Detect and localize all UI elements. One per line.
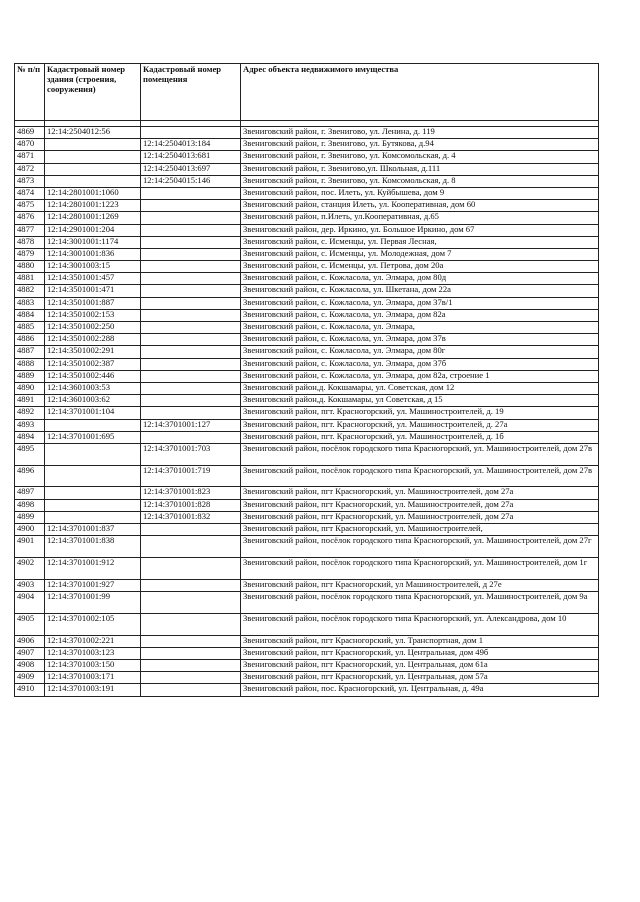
room-cadastral-number: 12:14:3701001:127 (141, 419, 241, 431)
row-number: 4898 (15, 499, 45, 511)
row-number: 4906 (15, 635, 45, 647)
object-address: Звениговский район, г. Звенигово, ул. Бутякова, д.94 (241, 139, 599, 151)
object-address: Звениговский район, с. Кожласола, ул. Элмара, дом 82а, строение 1 (241, 370, 599, 382)
row-number: 4897 (15, 487, 45, 499)
table-row (15, 524, 599, 536)
table-header-row (15, 64, 599, 121)
building-cadastral-number: 12:14:3701001:695 (45, 431, 141, 443)
row-number: 4910 (15, 684, 45, 696)
room-cadastral-number (141, 322, 241, 334)
table-row (15, 285, 599, 297)
room-cadastral-number (141, 382, 241, 394)
room-cadastral-number (141, 407, 241, 419)
building-cadastral-number: 12:14:3001001:836 (45, 248, 141, 260)
header-building-cadastral: Кадастровый номер здания (строения, сооружения) (45, 64, 141, 121)
row-number: 4887 (15, 346, 45, 358)
object-address: Звениговский район, пгт Красногорский, ул. Машиностроителей, дом 27а (241, 487, 599, 499)
building-cadastral-number: 12:14:3701003:171 (45, 672, 141, 684)
room-cadastral-number (141, 613, 241, 635)
row-number: 4901 (15, 536, 45, 558)
row-number: 4899 (15, 511, 45, 523)
row-number: 4871 (15, 151, 45, 163)
room-cadastral-number: 12:14:3701001:823 (141, 487, 241, 499)
row-number: 4879 (15, 248, 45, 260)
row-number: 4886 (15, 334, 45, 346)
building-cadastral-number: 12:14:3501002:387 (45, 358, 141, 370)
table-row (15, 647, 599, 659)
table-body (15, 127, 599, 697)
building-cadastral-number: 12:14:3501002:250 (45, 322, 141, 334)
table-row (15, 127, 599, 139)
object-address: Звениговский район, г. Звенигово, ул. Комсомольская, д. 4 (241, 151, 599, 163)
object-address: Звениговский район, п.Илеть, ул.Кооперативная, д.65 (241, 212, 599, 224)
object-address: Звениговский район, с. Кожласола, ул. Элмара, дом 37в/1 (241, 297, 599, 309)
building-cadastral-number (45, 151, 141, 163)
building-cadastral-number: 12:14:3701003:191 (45, 684, 141, 696)
object-address: Звениговский район, посёлок городского типа Красногорский, ул. Машиностроителей, дом 27в (241, 443, 599, 465)
room-cadastral-number (141, 672, 241, 684)
object-address: Звениговский район, станция Илеть, ул. Кооперативная, дом 60 (241, 200, 599, 212)
row-number: 4902 (15, 558, 45, 580)
room-cadastral-number: 12:14:3701001:828 (141, 499, 241, 511)
table-row (15, 395, 599, 407)
object-address: Звениговский район, с. Исменцы, ул. Первая Лесная, (241, 236, 599, 248)
table-row (15, 370, 599, 382)
object-address: Звениговский район, посёлок городского типа Красногорский, ул. Машиностроителей, дом 27г (241, 536, 599, 558)
table-row (15, 443, 599, 465)
building-cadastral-number (45, 499, 141, 511)
table-row (15, 151, 599, 163)
building-cadastral-number: 12:14:2504012:56 (45, 127, 141, 139)
building-cadastral-number: 12:14:3701002:105 (45, 613, 141, 635)
room-cadastral-number (141, 395, 241, 407)
building-cadastral-number: 12:14:3701003:150 (45, 659, 141, 671)
row-number: 4885 (15, 322, 45, 334)
object-address: Звениговский район, пгт. Красногорский, ул. Машиностроителей, д. 1б (241, 431, 599, 443)
room-cadastral-number: 12:14:2504013:681 (141, 151, 241, 163)
table-row (15, 659, 599, 671)
table-row (15, 297, 599, 309)
row-number: 4900 (15, 524, 45, 536)
table-row (15, 499, 599, 511)
table-row (15, 358, 599, 370)
row-number: 4881 (15, 273, 45, 285)
building-cadastral-number: 12:14:3501002:288 (45, 334, 141, 346)
table-row (15, 431, 599, 443)
building-cadastral-number: 12:14:2801001:1060 (45, 187, 141, 199)
row-number: 4872 (15, 163, 45, 175)
header-address: Адрес объекта недвижимого имущества (241, 64, 599, 121)
building-cadastral-number: 12:14:3501001:887 (45, 297, 141, 309)
building-cadastral-number: 12:14:3001001:1174 (45, 236, 141, 248)
object-address: Звениговский район,д. Кокшамары, ул. Советская, дом 12 (241, 382, 599, 394)
header-number: № п/п (15, 64, 45, 121)
object-address: Звениговский район, с. Кожласола, ул. Элмара, дом 37в (241, 334, 599, 346)
row-number: 4892 (15, 407, 45, 419)
room-cadastral-number (141, 647, 241, 659)
row-number: 4907 (15, 647, 45, 659)
room-cadastral-number (141, 558, 241, 580)
building-cadastral-number: 12:14:2901001:204 (45, 224, 141, 236)
object-address: Звениговский район, пгт. Красногорский, ул. Машиностроителей, д. 19 (241, 407, 599, 419)
object-address: Звениговский район, посёлок городского типа Красногорский, ул. Машиностроителей, дом 27в (241, 465, 599, 487)
room-cadastral-number (141, 200, 241, 212)
building-cadastral-number (45, 465, 141, 487)
row-number: 4874 (15, 187, 45, 199)
room-cadastral-number (141, 346, 241, 358)
room-cadastral-number: 12:14:3701001:832 (141, 511, 241, 523)
building-cadastral-number: 12:14:3701003:123 (45, 647, 141, 659)
table-row (15, 672, 599, 684)
table-row (15, 322, 599, 334)
table-row (15, 261, 599, 273)
object-address: Звениговский район, пгт Красногорский, ул. Центральная, дом 57а (241, 672, 599, 684)
header-room-cadastral: Кадастровый номер помещения (141, 64, 241, 121)
row-number: 4905 (15, 613, 45, 635)
building-cadastral-number: 12:14:3701002:221 (45, 635, 141, 647)
building-cadastral-number: 12:14:3601003:62 (45, 395, 141, 407)
room-cadastral-number (141, 273, 241, 285)
object-address: Звениговский район, пгт Красногорский, ул. Машиностроителей, дом 27а (241, 499, 599, 511)
object-address: Звениговский район, посёлок городского типа Красногорский, ул. Машиностроителей, дом 9а (241, 592, 599, 614)
building-cadastral-number: 12:14:3701001:838 (45, 536, 141, 558)
table-row (15, 139, 599, 151)
table-row (15, 558, 599, 580)
table-row (15, 382, 599, 394)
table-row (15, 487, 599, 499)
room-cadastral-number (141, 370, 241, 382)
table-row (15, 579, 599, 591)
table-row (15, 346, 599, 358)
building-cadastral-number: 12:14:3001003:15 (45, 261, 141, 273)
table-row (15, 248, 599, 260)
room-cadastral-number (141, 127, 241, 139)
room-cadastral-number (141, 309, 241, 321)
object-address: Звениговский район, с. Кожласола, ул. Шкетана, дом 22а (241, 285, 599, 297)
table-row (15, 212, 599, 224)
building-cadastral-number (45, 511, 141, 523)
room-cadastral-number (141, 431, 241, 443)
room-cadastral-number (141, 536, 241, 558)
building-cadastral-number: 12:14:3701001:104 (45, 407, 141, 419)
row-number: 4888 (15, 358, 45, 370)
row-number: 4870 (15, 139, 45, 151)
row-number: 4890 (15, 382, 45, 394)
object-address: Звениговский район, пгт Красногорский, ул. Транспортная, дом 1 (241, 635, 599, 647)
room-cadastral-number (141, 635, 241, 647)
row-number: 4894 (15, 431, 45, 443)
object-address: Звениговский район, с. Кожласола, ул. Элмара, (241, 322, 599, 334)
building-cadastral-number: 12:14:3701001:99 (45, 592, 141, 614)
object-address: Звениговский район, пгт. Красногорский, ул. Машиностроителей, д. 27а (241, 419, 599, 431)
building-cadastral-number (45, 419, 141, 431)
row-number: 4889 (15, 370, 45, 382)
object-address: Звениговский район, с. Исменцы, ул. Молодежная, дом 7 (241, 248, 599, 260)
room-cadastral-number (141, 297, 241, 309)
room-cadastral-number (141, 334, 241, 346)
cadastral-table (14, 63, 599, 697)
room-cadastral-number (141, 524, 241, 536)
room-cadastral-number (141, 261, 241, 273)
room-cadastral-number (141, 659, 241, 671)
table-row (15, 511, 599, 523)
object-address: Звениговский район, пос. Красногорский, ул. Центральная, д. 49а (241, 684, 599, 696)
room-cadastral-number (141, 285, 241, 297)
building-cadastral-number (45, 163, 141, 175)
object-address: Звениговский район, пгт Красногорский, ул. Центральная, дом 61а (241, 659, 599, 671)
building-cadastral-number (45, 175, 141, 187)
table-row (15, 613, 599, 635)
building-cadastral-number: 12:14:3701001:837 (45, 524, 141, 536)
room-cadastral-number: 12:14:2504013:184 (141, 139, 241, 151)
row-number: 4904 (15, 592, 45, 614)
building-cadastral-number: 12:14:3701001:927 (45, 579, 141, 591)
object-address: Звениговский район, пгт Красногорский, ул Машиностроителей, д 27е (241, 579, 599, 591)
row-number: 4884 (15, 309, 45, 321)
row-number: 4893 (15, 419, 45, 431)
row-number: 4908 (15, 659, 45, 671)
row-number: 4875 (15, 200, 45, 212)
table-row (15, 536, 599, 558)
table-row (15, 175, 599, 187)
row-number: 4883 (15, 297, 45, 309)
building-cadastral-number: 12:14:3701001:912 (45, 558, 141, 580)
table-row (15, 273, 599, 285)
room-cadastral-number (141, 579, 241, 591)
table-row (15, 592, 599, 614)
building-cadastral-number: 12:14:3501001:471 (45, 285, 141, 297)
object-address: Звениговский район, г. Звенигово,ул. Школьная, д.111 (241, 163, 599, 175)
table-row (15, 224, 599, 236)
building-cadastral-number: 12:14:3501002:291 (45, 346, 141, 358)
room-cadastral-number (141, 236, 241, 248)
room-cadastral-number: 12:14:3701001:719 (141, 465, 241, 487)
object-address: Звениговский район, дер. Иркино, ул. Большое Иркино, дом 67 (241, 224, 599, 236)
row-number: 4877 (15, 224, 45, 236)
table-row (15, 309, 599, 321)
object-address: Звениговский район, с. Кожласола, ул. Элмара, дом 37б (241, 358, 599, 370)
object-address: Звениговский район, с. Кожласола, ул. Элмара, дом 80д (241, 273, 599, 285)
object-address: Звениговский район, пгт Красногорский, ул. Машиностроителей, дом 27а (241, 511, 599, 523)
row-number: 4891 (15, 395, 45, 407)
table-row (15, 187, 599, 199)
building-cadastral-number: 12:14:3501002:153 (45, 309, 141, 321)
table-row (15, 334, 599, 346)
object-address: Звениговский район, пос. Илеть, ул. Куйбышева, дом 9 (241, 187, 599, 199)
room-cadastral-number (141, 187, 241, 199)
row-number: 4873 (15, 175, 45, 187)
table-row (15, 200, 599, 212)
room-cadastral-number (141, 212, 241, 224)
object-address: Звениговский район, г. Звенигово, ул. Ленина, д. 119 (241, 127, 599, 139)
row-number: 4880 (15, 261, 45, 273)
object-address: Звениговский район, с. Исменцы, ул. Петрова, дом 20а (241, 261, 599, 273)
room-cadastral-number: 12:14:3701001:703 (141, 443, 241, 465)
room-cadastral-number (141, 224, 241, 236)
room-cadastral-number (141, 684, 241, 696)
table-row (15, 163, 599, 175)
table-row (15, 465, 599, 487)
table-row (15, 635, 599, 647)
room-cadastral-number: 12:14:2504015:146 (141, 175, 241, 187)
row-number: 4896 (15, 465, 45, 487)
room-cadastral-number (141, 592, 241, 614)
building-cadastral-number (45, 487, 141, 499)
table-row (15, 236, 599, 248)
object-address: Звениговский район, с. Кожласола, ул. Элмара, дом 80г (241, 346, 599, 358)
row-number: 4878 (15, 236, 45, 248)
row-number: 4882 (15, 285, 45, 297)
object-address: Звениговский район,д. Кокшамары, ул Советская, д 15 (241, 395, 599, 407)
room-cadastral-number (141, 248, 241, 260)
row-number: 4909 (15, 672, 45, 684)
building-cadastral-number: 12:14:3501001:457 (45, 273, 141, 285)
object-address: Звениговский район, пгт Красногорский, ул. Центральная, дом 49б (241, 647, 599, 659)
building-cadastral-number: 12:14:2801001:1269 (45, 212, 141, 224)
row-number: 4876 (15, 212, 45, 224)
table-row (15, 407, 599, 419)
building-cadastral-number (45, 443, 141, 465)
object-address: Звениговский район, посёлок городского типа Красногорский, ул. Машиностроителей, дом 1г (241, 558, 599, 580)
building-cadastral-number: 12:14:3501002:446 (45, 370, 141, 382)
object-address: Звениговский район, г. Звенигово, ул. Комсомольская, д. 8 (241, 175, 599, 187)
building-cadastral-number: 12:14:3601003:53 (45, 382, 141, 394)
object-address: Звениговский район, посёлок городского типа Красногорский, ул. Александрова, дом 10 (241, 613, 599, 635)
table-row (15, 684, 599, 696)
building-cadastral-number (45, 139, 141, 151)
row-number: 4895 (15, 443, 45, 465)
row-number: 4869 (15, 127, 45, 139)
building-cadastral-number: 12:14:2801001:1223 (45, 200, 141, 212)
room-cadastral-number (141, 358, 241, 370)
object-address: Звениговский район, с. Кожласола, ул. Элмара, дом 82а (241, 309, 599, 321)
room-cadastral-number: 12:14:2504013:697 (141, 163, 241, 175)
object-address: Звениговский район, пгт Красногорский, ул. Машиностроителей, (241, 524, 599, 536)
table-row (15, 419, 599, 431)
row-number: 4903 (15, 579, 45, 591)
